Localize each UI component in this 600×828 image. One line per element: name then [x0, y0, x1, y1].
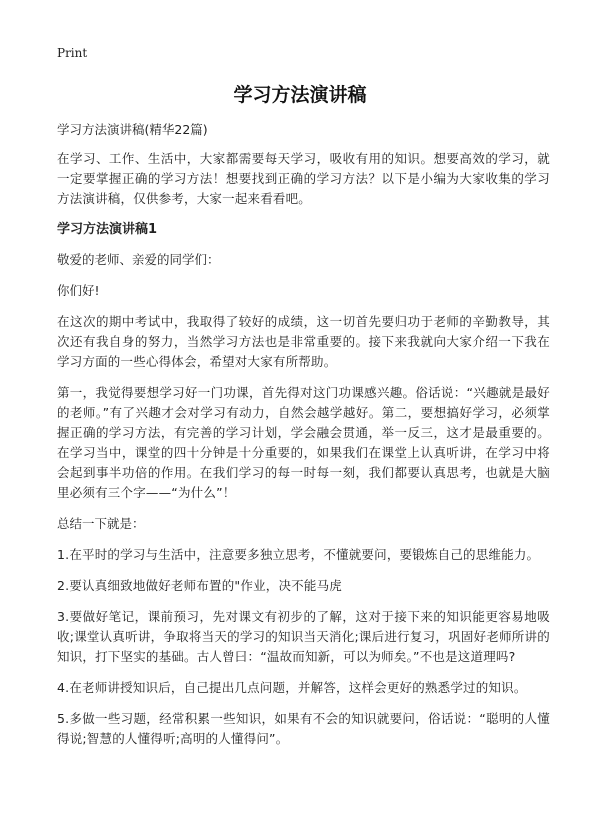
document-title: 学习方法演讲稿	[233, 84, 367, 106]
document-subtitle: 学习方法演讲稿(精华22篇)	[57, 122, 208, 137]
greeting: 你们好!	[57, 283, 100, 298]
list-item: 5.多做一些习题，经常积累一些知识，如果有不会的知识就要问，俗话说：“聪明的人懂得说;智慧的人懂得听;高明的人懂得问”。	[57, 711, 550, 746]
salutation: 敬爱的老师、亲爱的同学们：	[57, 252, 220, 267]
list-item: 1.在平时的学习与生活中，注意要多独立思考，不懂就要问，要锻炼自己的思维能力。	[57, 547, 540, 562]
body-paragraph: 在这次的期中考试中，我取得了较好的成绩，这一切首先要归功于老师的辛勤教导，其次还有我自身的努力，当然学习方法也是非常重要的。接下来我就向大家介绍一下我在学习方面的一些心得体会，希望对大家有所帮助。	[57, 314, 550, 369]
list-item: 3.要做好笔记，课前预习，先对课文有初步的了解，这对于接下来的知识能更容易地吸收;课堂认真听讲，争取将当天的学习的知识当天消化;课后进行复习，巩固好老师所讲的知识，打下坚实的基础。古人曾曰：“温故而知新，可以为师矣。”不也是这道理吗?	[57, 609, 550, 664]
document-body	[57, 121, 550, 760]
summary-intro: 总结一下就是：	[57, 516, 145, 531]
section-heading: 学习方法演讲稿1	[57, 222, 158, 237]
list-item: 2.要认真细致地做好老师布置的"作业，决不能马虎	[57, 578, 342, 593]
list-item: 4.在老师讲授知识后，自己提出几点问题，并解答，这样会更好的熟悉学过的知识。	[57, 680, 527, 695]
print-link[interactable]: Print	[57, 46, 88, 60]
body-paragraph: 第一，我觉得要想学习好一门功课，首先得对这门功课感兴趣。俗话说：“兴趣就是最好的老师。”有了兴趣才会对学习有动力，自然会越学越好。第二，要想搞好学习，必须掌握正确的学习方法，有完善的学习计划，学会融会贯通，举一反三，这才是最重要的。在学习当中，课堂的四十分钟是十分重要的，如果我们在课堂上认真听讲，在学习中将会起到事半功倍的作用。在我们学习的每一时每一刻，我们都要认真思考，也就是大脑里必须有三个字——“为什么”！	[57, 385, 550, 500]
intro-paragraph: 在学习、工作、生活中，大家都需要每天学习，吸收有用的知识。想要高效的学习，就一定要掌握正确的学习方法！想要找到正确的学习方法？以下是小编为大家收集的学习方法演讲稿，仅供参考，大家一起来看看吧。	[57, 151, 550, 206]
